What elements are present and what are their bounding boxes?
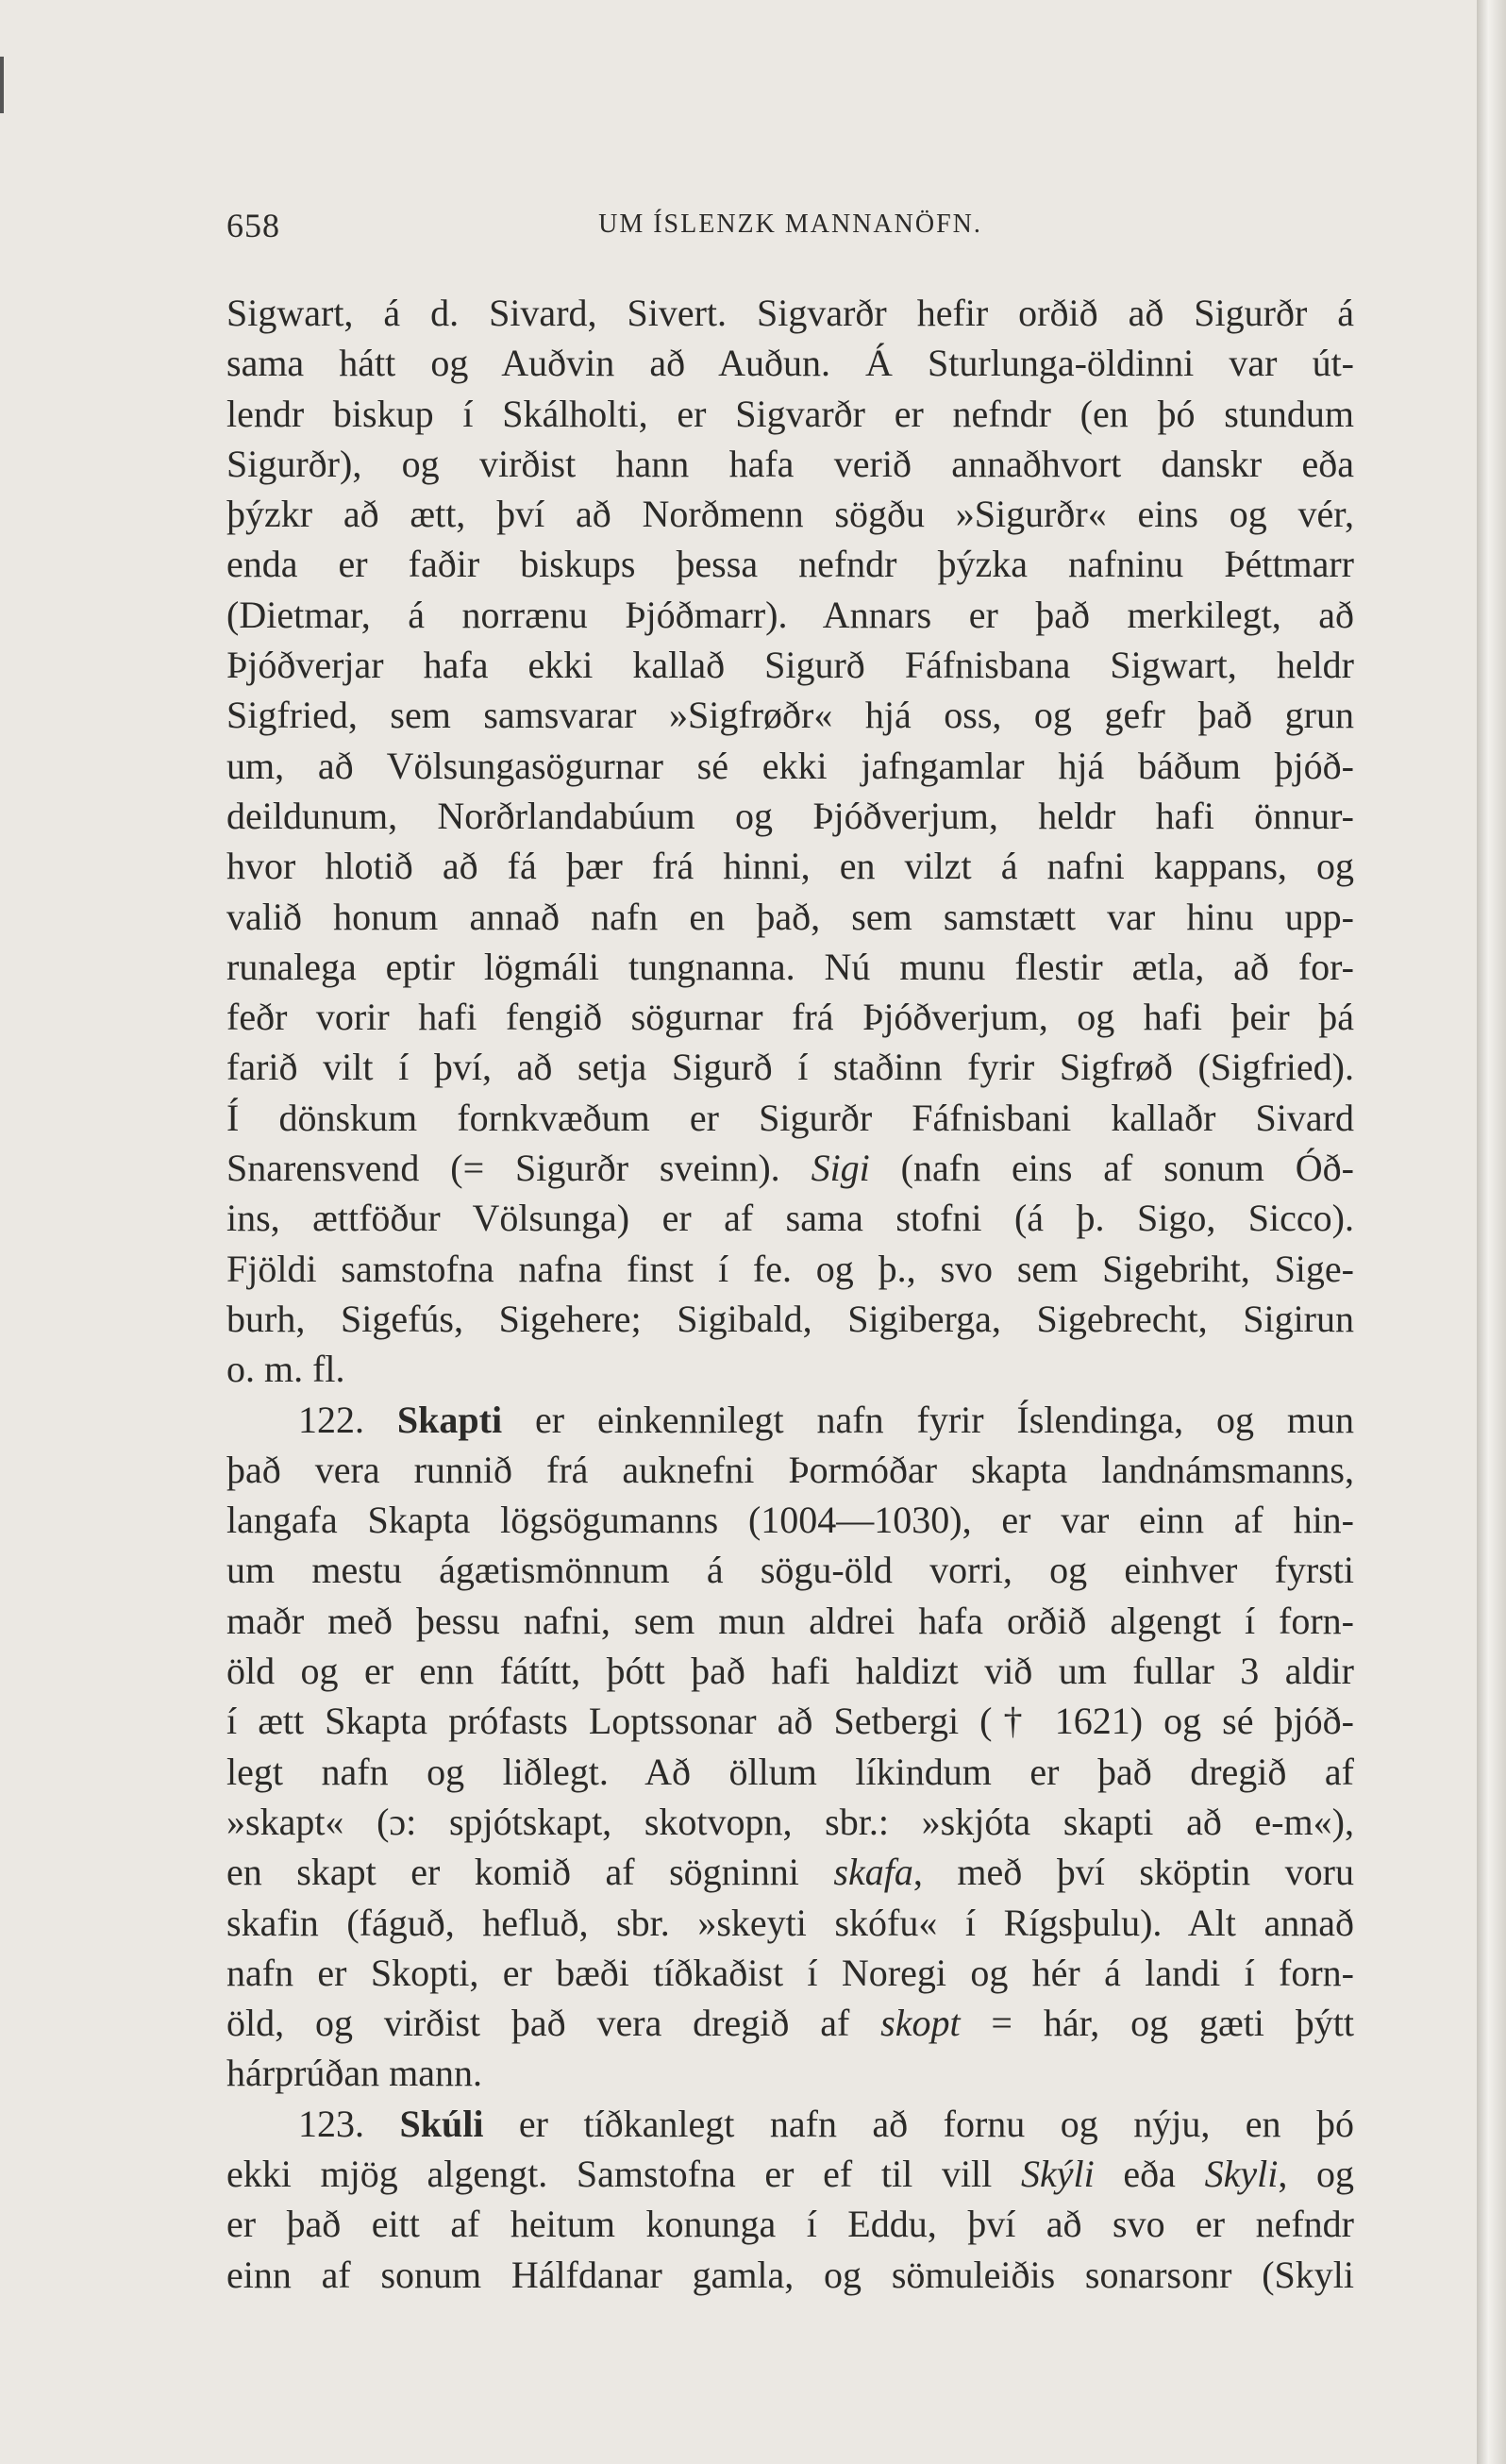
line-text: Sigfried, sem samsvarar »Sigfrøðr« hjá oss, og gefr það grun bbox=[226, 694, 1354, 737]
text-line bbox=[226, 2149, 1354, 2199]
line-text: runalega eptir lögmáli tungnanna. Nú munu flestir ætla, að for- bbox=[226, 945, 1354, 988]
text-line bbox=[226, 741, 1354, 791]
italic-word: Skyli bbox=[1204, 2152, 1279, 2195]
text-line bbox=[226, 1193, 1354, 1243]
line-text: Í dönskum fornkvæðum er Sigurðr Fáfnisbani kallaðr Sivard bbox=[226, 1096, 1354, 1139]
line-text: einn af sonum Hálfdanar gamla, og sömuleiðis sonarsonr (Skyli bbox=[226, 2253, 1354, 2296]
text-line bbox=[226, 1998, 1354, 2048]
line-text: er það eitt af heitum konunga í Eddu, því að svo er nefndr bbox=[226, 2203, 1354, 2246]
text-line bbox=[226, 640, 1354, 690]
text-line bbox=[226, 2048, 1354, 2098]
text-line bbox=[226, 942, 1354, 992]
text-line bbox=[226, 1696, 1354, 1746]
body-text bbox=[226, 288, 1354, 2300]
text-line bbox=[226, 1143, 1354, 1193]
text-line bbox=[226, 1898, 1354, 1948]
entry-headword: Skúli bbox=[399, 2102, 484, 2145]
line-text: valið honum annað nafn en það, sem samstætt var hinu upp- bbox=[226, 895, 1354, 938]
text-line bbox=[226, 539, 1354, 589]
line-text: ekki mjög algengt. Samstofna er ef til vill bbox=[226, 2152, 1021, 2195]
text-line bbox=[226, 338, 1354, 388]
line-text: þýzkr að ætt, því að Norðmenn sögðu »Sigurðr« eins og vér, bbox=[226, 493, 1354, 536]
line-text: Sigurðr), og virðist hann hafa verið annaðhvort danskr eða bbox=[226, 442, 1354, 485]
line-text: eða bbox=[1094, 2152, 1205, 2195]
text-line bbox=[226, 1495, 1354, 1545]
line-text: hárprúðan mann. bbox=[226, 2052, 483, 2095]
text-line bbox=[226, 389, 1354, 439]
book-spine-edge bbox=[1477, 0, 1506, 2464]
line-text: farið vilt í því, að setja Sigurð í staðinn fyrir Sigfrøð (Sigfried). bbox=[226, 1046, 1354, 1089]
section-number: 123. bbox=[298, 2102, 364, 2145]
line-text: burh, Sigefús, Sigehere; Sigibald, Sigiberga, Sigebrecht, Sigirun bbox=[226, 1297, 1354, 1340]
line-text: , með því sköptin voru bbox=[912, 1851, 1354, 1894]
text-line bbox=[226, 1545, 1354, 1595]
text-line bbox=[226, 690, 1354, 740]
text-line bbox=[226, 2250, 1354, 2300]
line-text: Snarensvend (= Sigurðr sveinn). bbox=[226, 1147, 812, 1190]
line-text: um, að Völsungasögurnar sé ekki jafngamlar hjá báðum þjóð- bbox=[226, 744, 1354, 787]
line-text: nafn er Skopti, er bæði tíðkaðist í Noregi og hér á landi í forn- bbox=[226, 1951, 1354, 1994]
entry-headword: Skapti bbox=[396, 1398, 503, 1441]
text-line bbox=[226, 2199, 1354, 2249]
line-text: maðr með þessu nafni, sem mun aldrei hafa orðið algengt í forn- bbox=[226, 1599, 1354, 1642]
text-line bbox=[226, 1797, 1354, 1847]
left-edge-mark bbox=[0, 57, 4, 113]
line-text: er einkennilegt nafn fyrir Íslendinga, og mun bbox=[502, 1398, 1354, 1441]
text-line bbox=[226, 1294, 1354, 1344]
text-line bbox=[226, 1344, 1354, 1394]
italic-word: Skýli bbox=[1020, 2152, 1095, 2195]
line-text: , og bbox=[1278, 2152, 1354, 2195]
text-line bbox=[226, 590, 1354, 640]
italic-word: skopt bbox=[880, 2002, 961, 2045]
line-text: o. m. fl. bbox=[226, 1348, 345, 1391]
line-text: Sigwart, á d. Sivard, Sivert. Sigvarðr hefir orðið að Sigurðr á bbox=[226, 292, 1354, 334]
text-line bbox=[226, 288, 1354, 338]
text-line bbox=[226, 1747, 1354, 1797]
line-text: um mestu ágætismönnum á sögu-öld vorri, og einhver fyrsti bbox=[226, 1549, 1354, 1592]
text-line bbox=[226, 489, 1354, 539]
line-text: legt nafn og liðlegt. Að öllum líkindum er það dregið af bbox=[226, 1750, 1354, 1793]
italic-word: skafa bbox=[833, 1851, 913, 1894]
line-text: deildunum, Norðrlandabúum og Þjóðverjum, heldr hafi önnur- bbox=[226, 794, 1354, 837]
page-number: 658 bbox=[226, 207, 280, 244]
text-line bbox=[226, 992, 1354, 1042]
text-line bbox=[226, 439, 1354, 489]
section-number: 122. bbox=[298, 1398, 364, 1441]
running-title: UM ÍSLENZK MANNANÖFN. bbox=[598, 210, 982, 239]
line-text: er tíðkanlegt nafn að fornu og nýju, en þó bbox=[483, 2102, 1354, 2145]
line-text: (nafn eins af sonum Óð- bbox=[869, 1147, 1354, 1190]
text-line bbox=[226, 2099, 1354, 2149]
line-text: Þjóðverjar hafa ekki kallað Sigurð Fáfnisbana Sigwart, heldr bbox=[226, 644, 1354, 687]
line-text: = hár, og gæti þýtt bbox=[960, 2002, 1354, 2045]
line-text: ins, ættföður Völsunga) er af sama stofni (á þ. Sigo, Sicco). bbox=[226, 1197, 1354, 1240]
line-text: langafa Skapta lögsögumanns (1004—1030), er var einn af hin- bbox=[226, 1499, 1354, 1542]
line-text: en skapt er komið af sögninni bbox=[226, 1851, 834, 1894]
text-line bbox=[226, 1596, 1354, 1646]
page-header bbox=[226, 206, 1354, 262]
text-line bbox=[226, 1244, 1354, 1294]
line-text: »skapt« (ɔ: spjótskapt, skotvopn, sbr.: »skjóta skapti að e-m«), bbox=[226, 1800, 1354, 1843]
line-text: það vera runnið frá auknefni Þormóðar skapta landnámsmanns, bbox=[226, 1448, 1354, 1491]
text-line bbox=[226, 892, 1354, 942]
text-line bbox=[226, 841, 1354, 891]
line-text: Fjöldi samstofna nafna finst í fe. og þ., svo sem Sigebriht, Sige- bbox=[226, 1247, 1354, 1290]
text-line bbox=[226, 1646, 1354, 1696]
line-text: hvor hlotið að fá þær frá hinni, en vilzt á nafni kappans, og bbox=[226, 845, 1354, 888]
text-line bbox=[226, 1042, 1354, 1092]
line-text: lendr biskup í Skálholti, er Sigvarðr er nefndr (en þó stundum bbox=[226, 392, 1354, 435]
line-text: skafin (fáguð, hefluð, sbr. »skeyti skófu« í Rígsþulu). Alt annað bbox=[226, 1901, 1354, 1944]
text-line bbox=[226, 1395, 1354, 1445]
line-text: sama hátt og Auðvin að Auðun. Á Sturlunga-öldinni var út- bbox=[226, 342, 1354, 385]
text-line bbox=[226, 1093, 1354, 1143]
text-line bbox=[226, 1445, 1354, 1495]
italic-word: Sigi bbox=[811, 1147, 870, 1190]
line-text: í ætt Skapta prófasts Loptssonar að Setbergi († 1621) og sé þjóð- bbox=[226, 1700, 1354, 1743]
line-text: öld, og virðist það vera dregið af bbox=[226, 2002, 881, 2045]
line-text: feðr vorir hafi fengið sögurnar frá Þjóðverjum, og hafi þeir þá bbox=[226, 996, 1354, 1039]
line-text: öld og er enn fátítt, þótt það hafi haldizt við um fullar 3 aldir bbox=[226, 1650, 1354, 1693]
text-line bbox=[226, 1847, 1354, 1897]
text-line bbox=[226, 791, 1354, 841]
line-text: enda er faðir biskups þessa nefndr þýzka nafninu Þéttmarr bbox=[226, 543, 1354, 586]
line-text: (Dietmar, á norrænu Þjóðmarr). Annars er það merkilegt, að bbox=[226, 593, 1354, 636]
text-line bbox=[226, 1948, 1354, 1998]
